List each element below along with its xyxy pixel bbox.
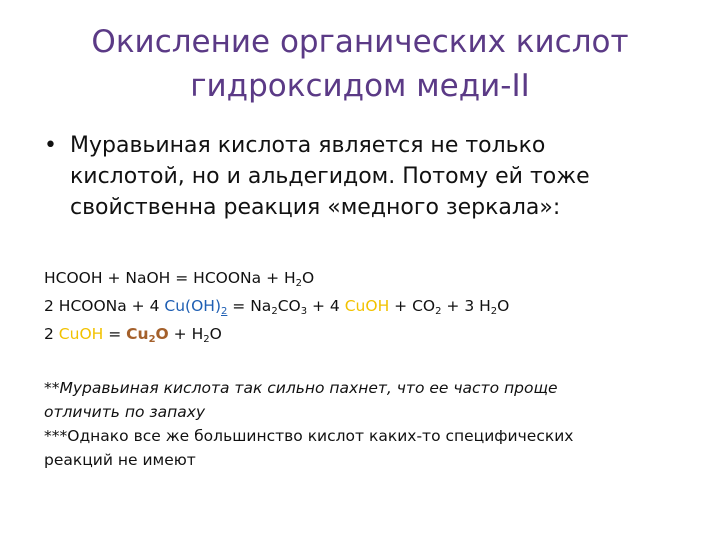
title-line-2: гидроксидом меди-II: [190, 68, 530, 104]
bullet-line-1: Муравьиная кислота является не только: [70, 133, 546, 158]
note-2-line-1: ***Однако все же большинство кислот каких-то специфических: [44, 427, 574, 445]
equation-2: 2 HCOONa + 4 $Cu(OH)_2 = Na_2CO_3 + 4$ CuOH + $CO_2 + 3$ $H_2O$: [44, 297, 510, 317]
bullet-paragraph: [44, 130, 704, 223]
note-1-line-2: отличить по запаху: [44, 403, 206, 421]
slide-title: [60, 20, 660, 108]
equation-3: 2 CuOH = $Cu_2O + H_2O$: [44, 325, 222, 345]
equations-block: [44, 264, 704, 348]
copper-hydroxide-i: CuOH: [58, 325, 104, 343]
copper-hydroxide-ii: $Cu(OH)_2$: [164, 297, 228, 317]
note-1-line-1: **Муравьиная кислота так сильно пахнет, что ее часто проще: [44, 379, 558, 397]
bullet-line-2: кислотой, но и альдегидом. Потому ей тоже: [70, 164, 590, 189]
equation-1: HCOOH + NaOH = HCOONa + $H_2O$: [44, 269, 315, 289]
copper-hydroxide-i: CuOH: [344, 297, 390, 315]
bullet-dot-icon: •: [44, 133, 57, 158]
copper-oxide-i: $Cu_2O$: [126, 325, 169, 345]
notes-block: [44, 376, 704, 472]
note-2-line-2: реакций не имеют: [44, 451, 196, 469]
bullet-line-3: свойственна реакция «медного зеркала»:: [70, 195, 561, 220]
title-line-1: Окисление органических кислот: [91, 24, 629, 60]
